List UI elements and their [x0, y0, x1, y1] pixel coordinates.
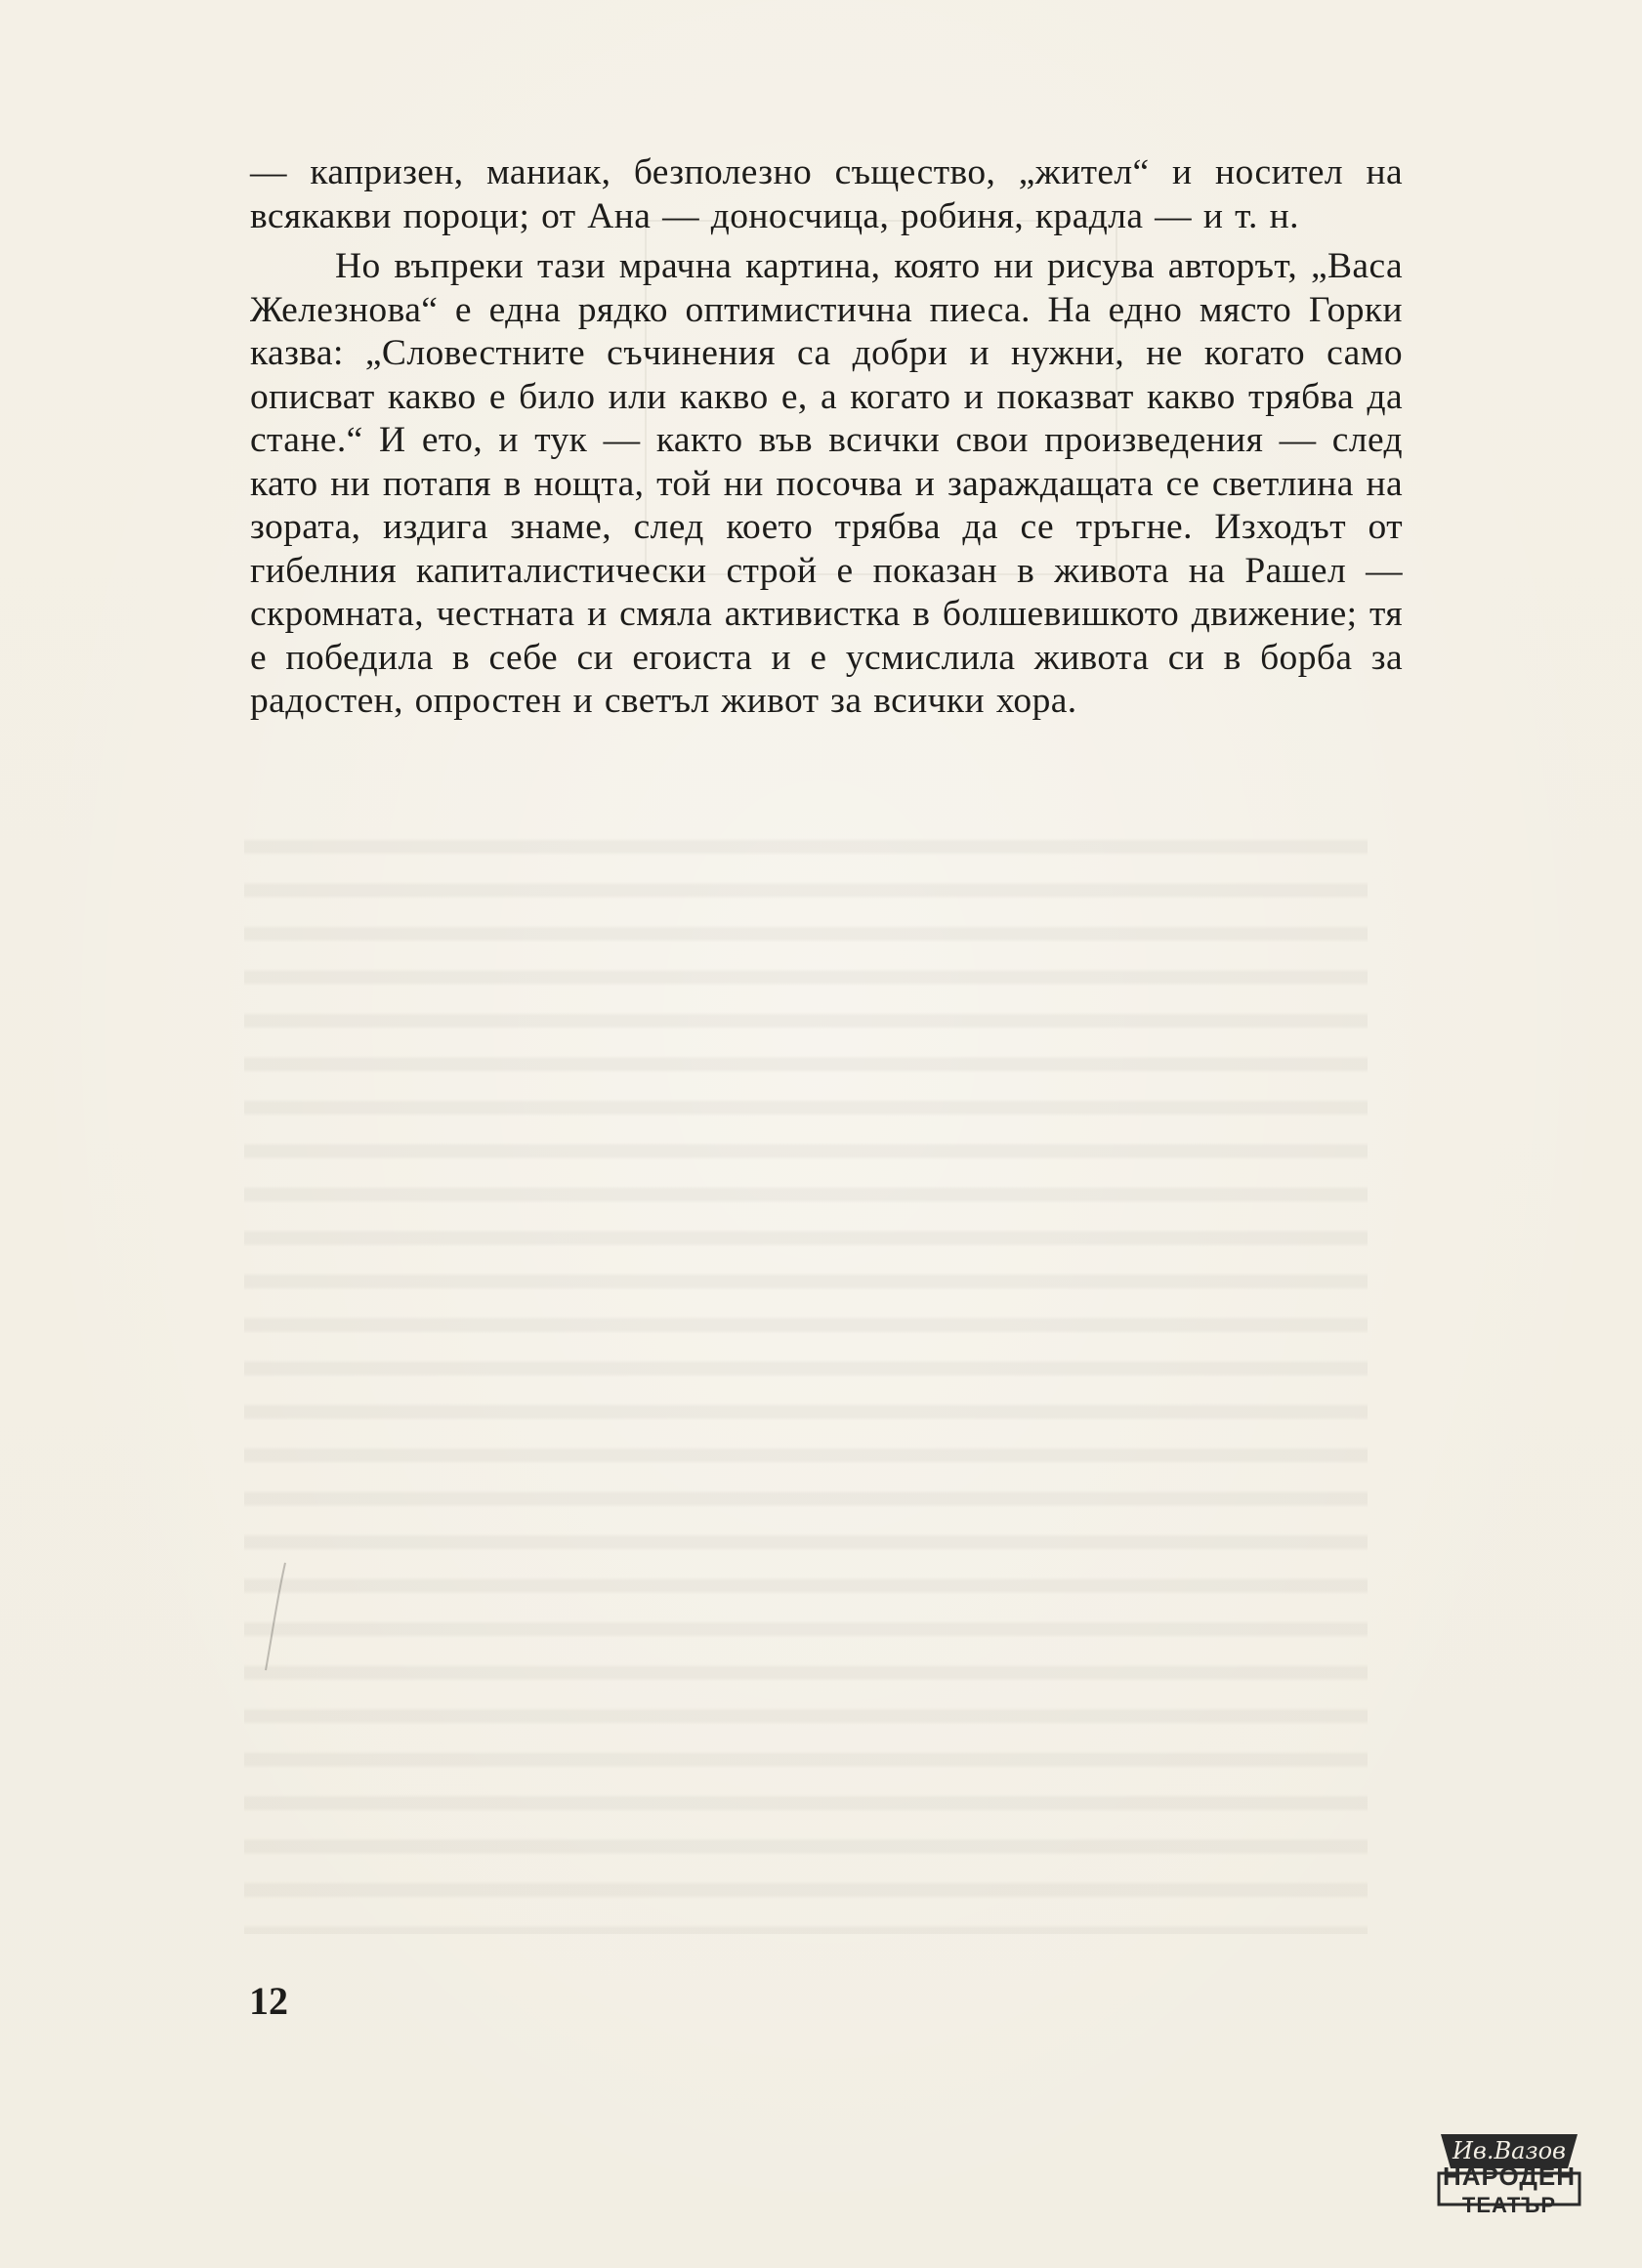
- svg-text:Ив.Вазов: Ив.Вазов: [1453, 2137, 1566, 2164]
- body-text: [250, 151, 1403, 724]
- page-number: 12: [249, 1979, 288, 2023]
- stamp-line-1: НАРОДЕН: [1442, 2162, 1577, 2191]
- stamp-line-2: ТЕАТЪР: [1461, 2193, 1557, 2217]
- paragraph-2: Но въпреки тази мрачна картина, която ни рисува авторът, „Васа Железнова“ е една рядко оптимистична пиеса. На едно място Горки казва: „Словестните съчинения са добри и нужни, не когато само описват какво е било или какво е, а когато и показват какво трябва да стане.“ И ето, и тук — както във всички свои произведения — след като ни потапя в нощта, той ни посочва и зараждащата се светлина на зората, издига знаме, след което трябва да се тръгне. Изходът от гибелния капиталистически строй е показан в живота на Рашел — скромната, честната и смяла активистка в болшевишкото движение; тя е победила в себе си егоиста и е усмислила живота си в борба за радостен, опростен и светъл живот за всички хора.: [250, 246, 1403, 721]
- paragraph-1: — капризен, маниак, безполезно същество, „жител“ и носител на всякакви пороци; от Ана — доносчица, робиня, крадла — и т. н.: [250, 152, 1403, 236]
- theatre-stamp-logo: [1421, 2115, 1597, 2224]
- pencil-margin-mark: [256, 1558, 295, 1675]
- reverse-side-show-through: [244, 820, 1368, 1934]
